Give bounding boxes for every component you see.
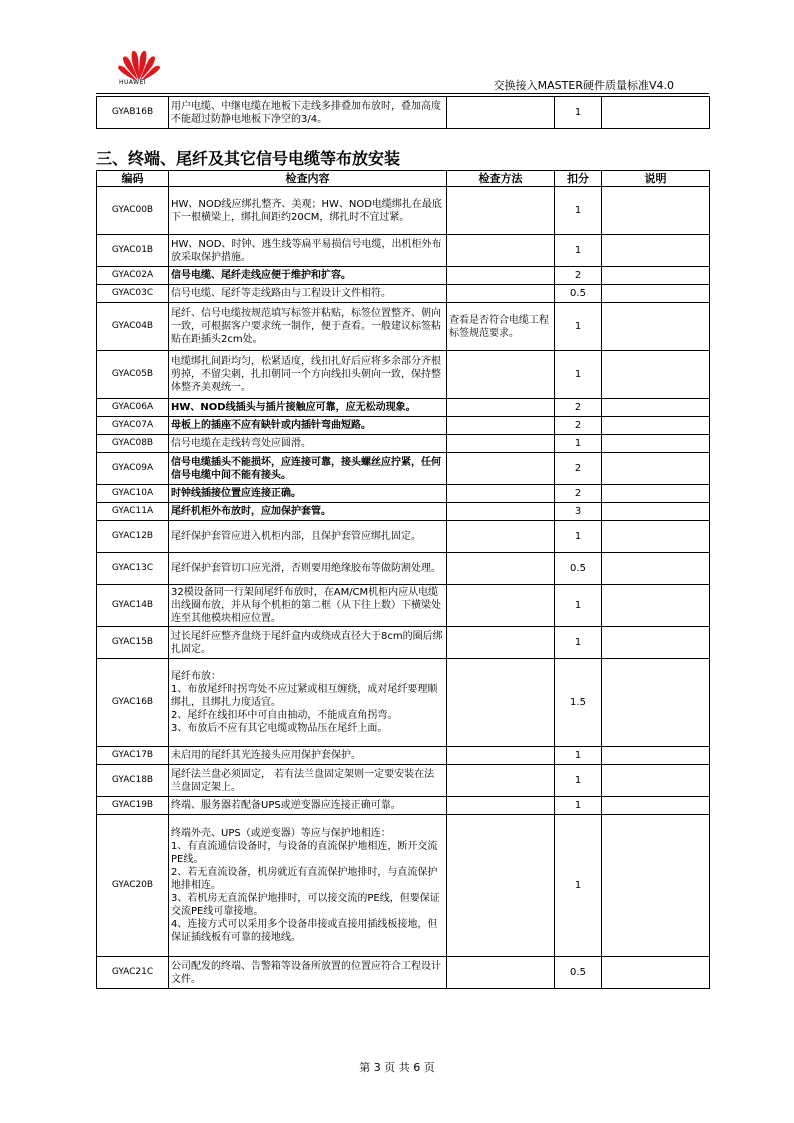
row-code: GYAC09A	[97, 453, 169, 485]
row-method	[447, 417, 555, 435]
section-title: 三、终端、尾纤及其它信号电缆等布放安装	[96, 149, 401, 168]
table-row	[97, 303, 710, 351]
header-content: 检查内容	[169, 171, 447, 187]
row-content: HW、NOD线应绑扎整齐、美观；HW、NOD电缆绑扎在最底下一根横梁上，绑扎间距约20CM，绑扎时不宜过紧。	[169, 187, 447, 235]
table-row	[97, 351, 710, 399]
row-content: 过长尾纤应整齐盘绕于尾纤盒内或绕成直径大于8cm的圈后绑扎固定。	[169, 627, 447, 659]
row-method	[447, 815, 555, 957]
row-score: 1	[555, 521, 602, 553]
row-code: GYAC02A	[97, 267, 169, 285]
table-row	[97, 765, 710, 797]
row-code: GYAC11A	[97, 503, 169, 521]
row-code: GYAB16B	[97, 97, 169, 129]
row-note	[602, 521, 710, 553]
row-note	[602, 765, 710, 797]
row-content: 信号电缆在走线转弯处应圆滑。	[169, 435, 447, 453]
row-score: 1	[555, 435, 602, 453]
document-header-title: 交换接入MASTER硬件质量标准V4.0	[493, 79, 674, 92]
row-code: GYAC10A	[97, 485, 169, 503]
row-content: 终端外壳、UPS（或逆变器）等应与保护地相连： 1、有直流通信设备时，与设备的直流保护地相连，断开交流PE线。 2、若无直流设备，机房就近有直流保护地排时，与直流保护地排相连。 3、若机房无直流保护地排时，可以接交流的PE线，但要保证交流PE线可靠接地。 4、连接方式可以采用多个设备串接或直接用插线板接地，但保证插线板有可靠的接地线。	[169, 815, 447, 957]
row-code: GYAC13C	[97, 553, 169, 585]
row-content: 尾纤布放： 1、布放尾纤时拐弯处不应过紧或相互缠绕，成对尾纤要理顺绑扎，且绑扎力度适宜。 2、尾纤在线扣环中可自由抽动，不能成直角拐弯。 3、布放后不应有其它电缆或物品压在尾纤上面。	[169, 659, 447, 747]
row-score: 0.5	[555, 285, 602, 303]
header-score: 扣分	[555, 171, 602, 187]
row-score: 2	[555, 267, 602, 285]
table-row	[97, 521, 710, 553]
row-method: 查看是否符合电缆工程标签规范要求。	[447, 303, 555, 351]
table-row	[97, 957, 710, 989]
row-note	[602, 399, 710, 417]
row-method	[447, 659, 555, 747]
table-row	[97, 187, 710, 235]
continuation-table	[96, 96, 710, 129]
row-code: GYAC16B	[97, 659, 169, 747]
table-row	[97, 627, 710, 659]
row-score: 1	[555, 815, 602, 957]
row-method	[447, 797, 555, 815]
row-score: 2	[555, 453, 602, 485]
table-row	[97, 815, 710, 957]
row-score: 1	[555, 97, 602, 129]
table-row	[97, 97, 710, 129]
row-content: 信号电缆、尾纤等走线路由与工程设计文件相符。	[169, 285, 447, 303]
row-method	[447, 747, 555, 765]
row-code: GYAC05B	[97, 351, 169, 399]
row-content: HW、NOD、时钟、逃生线等扁平易损信号电缆，出机柜外布放采取保护措施。	[169, 235, 447, 267]
row-method	[447, 351, 555, 399]
row-content: 信号电缆插头不能损坏，应连接可靠，接头螺丝应拧紧，任何信号电缆中间不能有接头。	[169, 453, 447, 485]
row-code: GYAC17B	[97, 747, 169, 765]
row-score: 2	[555, 485, 602, 503]
row-score: 2	[555, 417, 602, 435]
inspection-table	[96, 170, 710, 989]
row-content: 用户电缆、中继电缆在地板下走线多排叠加布放时，叠加高度不能超过防静电地板下净空的3/4。	[169, 97, 447, 129]
table-body	[97, 187, 710, 989]
row-content: 32模设备同一行架间尾纤布放时，在AM/CM机柜内应从电缆出线圈布放，并从每个机柜的第二框（从下往上数）下横梁处连至其他模块相应位置。	[169, 585, 447, 627]
row-note	[602, 815, 710, 957]
table-row	[97, 453, 710, 485]
row-note	[602, 485, 710, 503]
row-method	[447, 627, 555, 659]
row-code: GYAC00B	[97, 187, 169, 235]
row-note	[602, 553, 710, 585]
row-score: 1	[555, 235, 602, 267]
row-method	[447, 235, 555, 267]
row-score: 1	[555, 747, 602, 765]
row-method	[447, 521, 555, 553]
table-row	[97, 417, 710, 435]
row-method	[447, 765, 555, 797]
row-code: GYAC15B	[97, 627, 169, 659]
row-score: 1	[555, 627, 602, 659]
row-method	[447, 585, 555, 627]
row-note	[602, 187, 710, 235]
row-content: 信号电缆、尾纤走线应便于维护和扩容。	[169, 267, 447, 285]
row-code: GYAC03C	[97, 285, 169, 303]
row-note	[602, 747, 710, 765]
row-method	[447, 503, 555, 521]
row-code: GYAC04B	[97, 303, 169, 351]
row-method	[447, 553, 555, 585]
row-score: 1	[555, 187, 602, 235]
row-content: 时钟线插接位置应连接正确。	[169, 485, 447, 503]
row-note	[602, 235, 710, 267]
table-row	[97, 553, 710, 585]
row-code: GYAC14B	[97, 585, 169, 627]
row-content: 终端、服务器若配备UPS或逆变器应连接正确可靠。	[169, 797, 447, 815]
table-row	[97, 585, 710, 627]
table-row	[97, 235, 710, 267]
row-note	[602, 585, 710, 627]
row-note	[602, 453, 710, 485]
row-content: 公司配发的终端、告警箱等设备所放置的位置应符合工程设计文件。	[169, 957, 447, 989]
row-score: 3	[555, 503, 602, 521]
header-note: 说明	[602, 171, 710, 187]
header-method: 检查方法	[447, 171, 555, 187]
row-content: 未启用的尾纤其光连接头应用保护套保护。	[169, 747, 447, 765]
row-method	[447, 187, 555, 235]
row-note	[602, 285, 710, 303]
row-score: 1.5	[555, 659, 602, 747]
row-code: GYAC21C	[97, 957, 169, 989]
row-method	[447, 285, 555, 303]
row-score: 0.5	[555, 957, 602, 989]
row-content: 母板上的插座不应有缺针或内插针弯曲短路。	[169, 417, 447, 435]
row-code: GYAC08B	[97, 435, 169, 453]
row-method	[447, 453, 555, 485]
row-code: GYAC12B	[97, 521, 169, 553]
row-code: GYAC20B	[97, 815, 169, 957]
table-row	[97, 485, 710, 503]
row-method	[447, 957, 555, 989]
row-score: 1	[555, 797, 602, 815]
row-note	[602, 659, 710, 747]
row-content: 尾纤保护套管切口应光滑，否则要用绝缘胶布等做防割处理。	[169, 553, 447, 585]
table-row	[97, 659, 710, 747]
page-footer: 第 3 页 共 6 页	[359, 1061, 435, 1074]
row-content: 电缆绑扎间距均匀，松紧适度，线扣扎好后应将多余部分齐根剪掉，不留尖刺，扎扣朝同一个方向线扣头朝向一致，保持整体整齐美观统一。	[169, 351, 447, 399]
row-note	[602, 435, 710, 453]
row-method	[447, 485, 555, 503]
row-note	[602, 267, 710, 285]
table-row	[97, 267, 710, 285]
table-row	[97, 399, 710, 417]
header-code: 编码	[97, 171, 169, 187]
row-score: 1	[555, 351, 602, 399]
row-content: 尾纤保护套管应进入机柜内部，且保护套管应绑扎固定。	[169, 521, 447, 553]
row-code: GYAC19B	[97, 797, 169, 815]
row-note	[602, 503, 710, 521]
row-method	[447, 399, 555, 417]
row-note	[602, 97, 710, 129]
row-code: GYAC01B	[97, 235, 169, 267]
row-content: 尾纤、信号电缆按规范填写标签并粘贴，标签位置整齐、朝向一致，可根据客户要求统一制作，便于查看。一般建议标签粘贴在距插头2cm处。	[169, 303, 447, 351]
row-note	[602, 351, 710, 399]
row-note	[602, 957, 710, 989]
row-method	[447, 97, 555, 129]
row-note	[602, 303, 710, 351]
logo-text: HUAWEI	[119, 79, 147, 86]
table-row	[97, 435, 710, 453]
row-note	[602, 797, 710, 815]
row-content: 尾纤机柜外布放时，应加保护套管。	[169, 503, 447, 521]
row-method	[447, 435, 555, 453]
table-header-row	[97, 171, 710, 187]
row-code: GYAC18B	[97, 765, 169, 797]
row-score: 1	[555, 585, 602, 627]
table-row	[97, 503, 710, 521]
row-content: 尾纤法兰盘必须固定， 若有法兰盘固定架则一定要安装在法兰盘固定架上。	[169, 765, 447, 797]
row-content: HW、NOD线插头与插片接触应可靠，应无松动现象。	[169, 399, 447, 417]
table-row	[97, 747, 710, 765]
header-divider	[96, 93, 709, 94]
row-score: 0.5	[555, 553, 602, 585]
row-note	[602, 417, 710, 435]
row-code: GYAC07A	[97, 417, 169, 435]
table-row	[97, 285, 710, 303]
row-score: 1	[555, 765, 602, 797]
table-row	[97, 797, 710, 815]
row-code: GYAC06A	[97, 399, 169, 417]
row-score: 2	[555, 399, 602, 417]
row-method	[447, 267, 555, 285]
row-score: 1	[555, 303, 602, 351]
row-note	[602, 627, 710, 659]
